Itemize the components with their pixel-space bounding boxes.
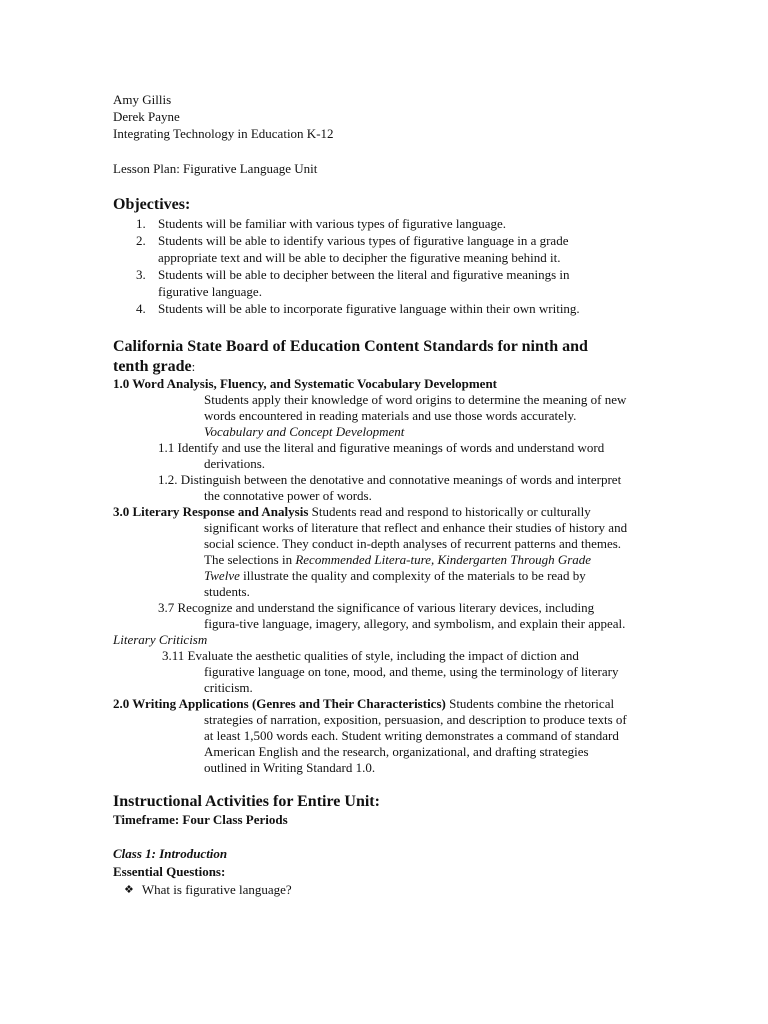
objective-number: 1.: [136, 216, 146, 231]
selections-title-end: Twelve: [204, 568, 240, 583]
objective-number: 4.: [136, 301, 146, 316]
standard-3-7: 3.7 Recognize and understand the significance of various literary devices, including: [158, 600, 595, 615]
selections-prefix: The selections in: [204, 552, 296, 567]
author-1: Amy Gillis: [113, 92, 172, 107]
standard-3-body: significant works of literature that reflect and enhance their studies of history and: [204, 520, 628, 535]
standard-2-body: outlined in Writing Standard 1.0.: [204, 760, 376, 775]
standard-1-1: 1.1 Identify and use the literal and figurative meanings of words and understand word: [158, 440, 605, 455]
literary-criticism-subhead: Literary Criticism: [113, 632, 208, 647]
question-text: What is figurative language?: [141, 882, 292, 897]
standard-3-last: students.: [204, 584, 250, 599]
standard-1-2: 1.2. Distinguish between the denotative and connotative meanings of words and interpret: [158, 472, 622, 487]
activities-heading: Instructional Activities for Entire Unit:: [113, 793, 380, 810]
selections-suffix: illustrate the quality and complexity of the materials to be read by: [239, 568, 586, 583]
objective-text: Students will be able to decipher between the literal and figurative meanings in: [158, 267, 570, 282]
standard-1-body: Students apply their knowledge of word origins to determine the meaning of new: [204, 392, 627, 407]
class-1-heading: Class 1: Introduction: [113, 846, 228, 861]
question-list-item: [124, 882, 292, 898]
objective-number: 3.: [136, 267, 146, 282]
timeframe: Timeframe: Four Class Periods: [113, 812, 288, 827]
standard-1-title: 1.0 Word Analysis, Fluency, and Systematic Vocabulary Development: [113, 376, 498, 391]
standard-3-first-text: Students read and respond to historically or culturally: [308, 504, 591, 519]
standard-2-body: strategies of narration, exposition, persuasion, and description to produce texts of: [204, 712, 627, 727]
standard-2-body: American English and the research, organizational, and drafting strategies: [204, 744, 589, 759]
objective-text: appropriate text and will be able to decipher the figurative meaning behind it.: [158, 250, 561, 265]
standard-3-11-cont: criticism.: [204, 680, 253, 695]
objective-text: Students will be able to incorporate figurative language within their own writing.: [158, 301, 580, 316]
objective-text: Students will be able to identify various types of figurative language in a grade: [158, 233, 569, 248]
standard-3-11-cont: figurative language on tone, mood, and theme, using the terminology of literary: [204, 664, 619, 679]
lesson-title: Lesson Plan: Figurative Language Unit: [113, 161, 318, 176]
standards-heading: California State Board of Education Content Standards for ninth and: [113, 338, 588, 355]
standard-2-first-text: Students combine the rhetorical: [445, 696, 615, 711]
essential-questions-label: Essential Questions:: [113, 864, 226, 879]
objective-text: Students will be familiar with various types of figurative language.: [158, 216, 507, 231]
standard-3-7-cont: figura-tive language, imagery, allegory, and symbolism, and explain their appeal.: [204, 616, 626, 631]
standard-2-title: 2.0 Writing Applications (Genres and Their Characteristics): [113, 696, 446, 711]
bullet-icon: ❖: [124, 884, 134, 896]
objective-number: 2.: [136, 233, 146, 248]
standard-3-title: 3.0 Literary Response and Analysis: [113, 504, 309, 519]
selections-title: Recommended Litera-ture, Kindergarten Through Grade: [295, 552, 592, 567]
standard-3-11: 3.11 Evaluate the aesthetic qualities of style, including the impact of diction and: [162, 648, 579, 663]
standard-2-first-line: [113, 696, 614, 712]
course-name: Integrating Technology in Education K-12: [113, 126, 334, 141]
standards-heading-grade: tenth grade: [113, 358, 192, 375]
standard-1-body: words encountered in reading materials and use those words accurately.: [204, 408, 577, 423]
standard-1-subhead: Vocabulary and Concept Development: [204, 424, 405, 439]
author-2: Derek Payne: [113, 109, 180, 124]
standards-heading-line2: [113, 357, 195, 377]
standard-3-selections: [204, 552, 591, 568]
objective-text: figurative language.: [158, 284, 262, 299]
objectives-heading: Objectives:: [113, 196, 191, 213]
standard-3-body: social science. They conduct in-depth analyses of recurrent patterns and themes.: [204, 536, 622, 551]
standard-3-selections-cont: [204, 568, 586, 584]
standards-heading-colon: :: [191, 359, 196, 374]
standard-1-1-cont: derivations.: [204, 456, 266, 471]
standard-2-body: at least 1,500 words each. Student writing demonstrates a command of standard: [204, 728, 619, 743]
standard-1-2-cont: the connotative power of words.: [204, 488, 372, 503]
standard-3-first-line: [113, 504, 591, 520]
